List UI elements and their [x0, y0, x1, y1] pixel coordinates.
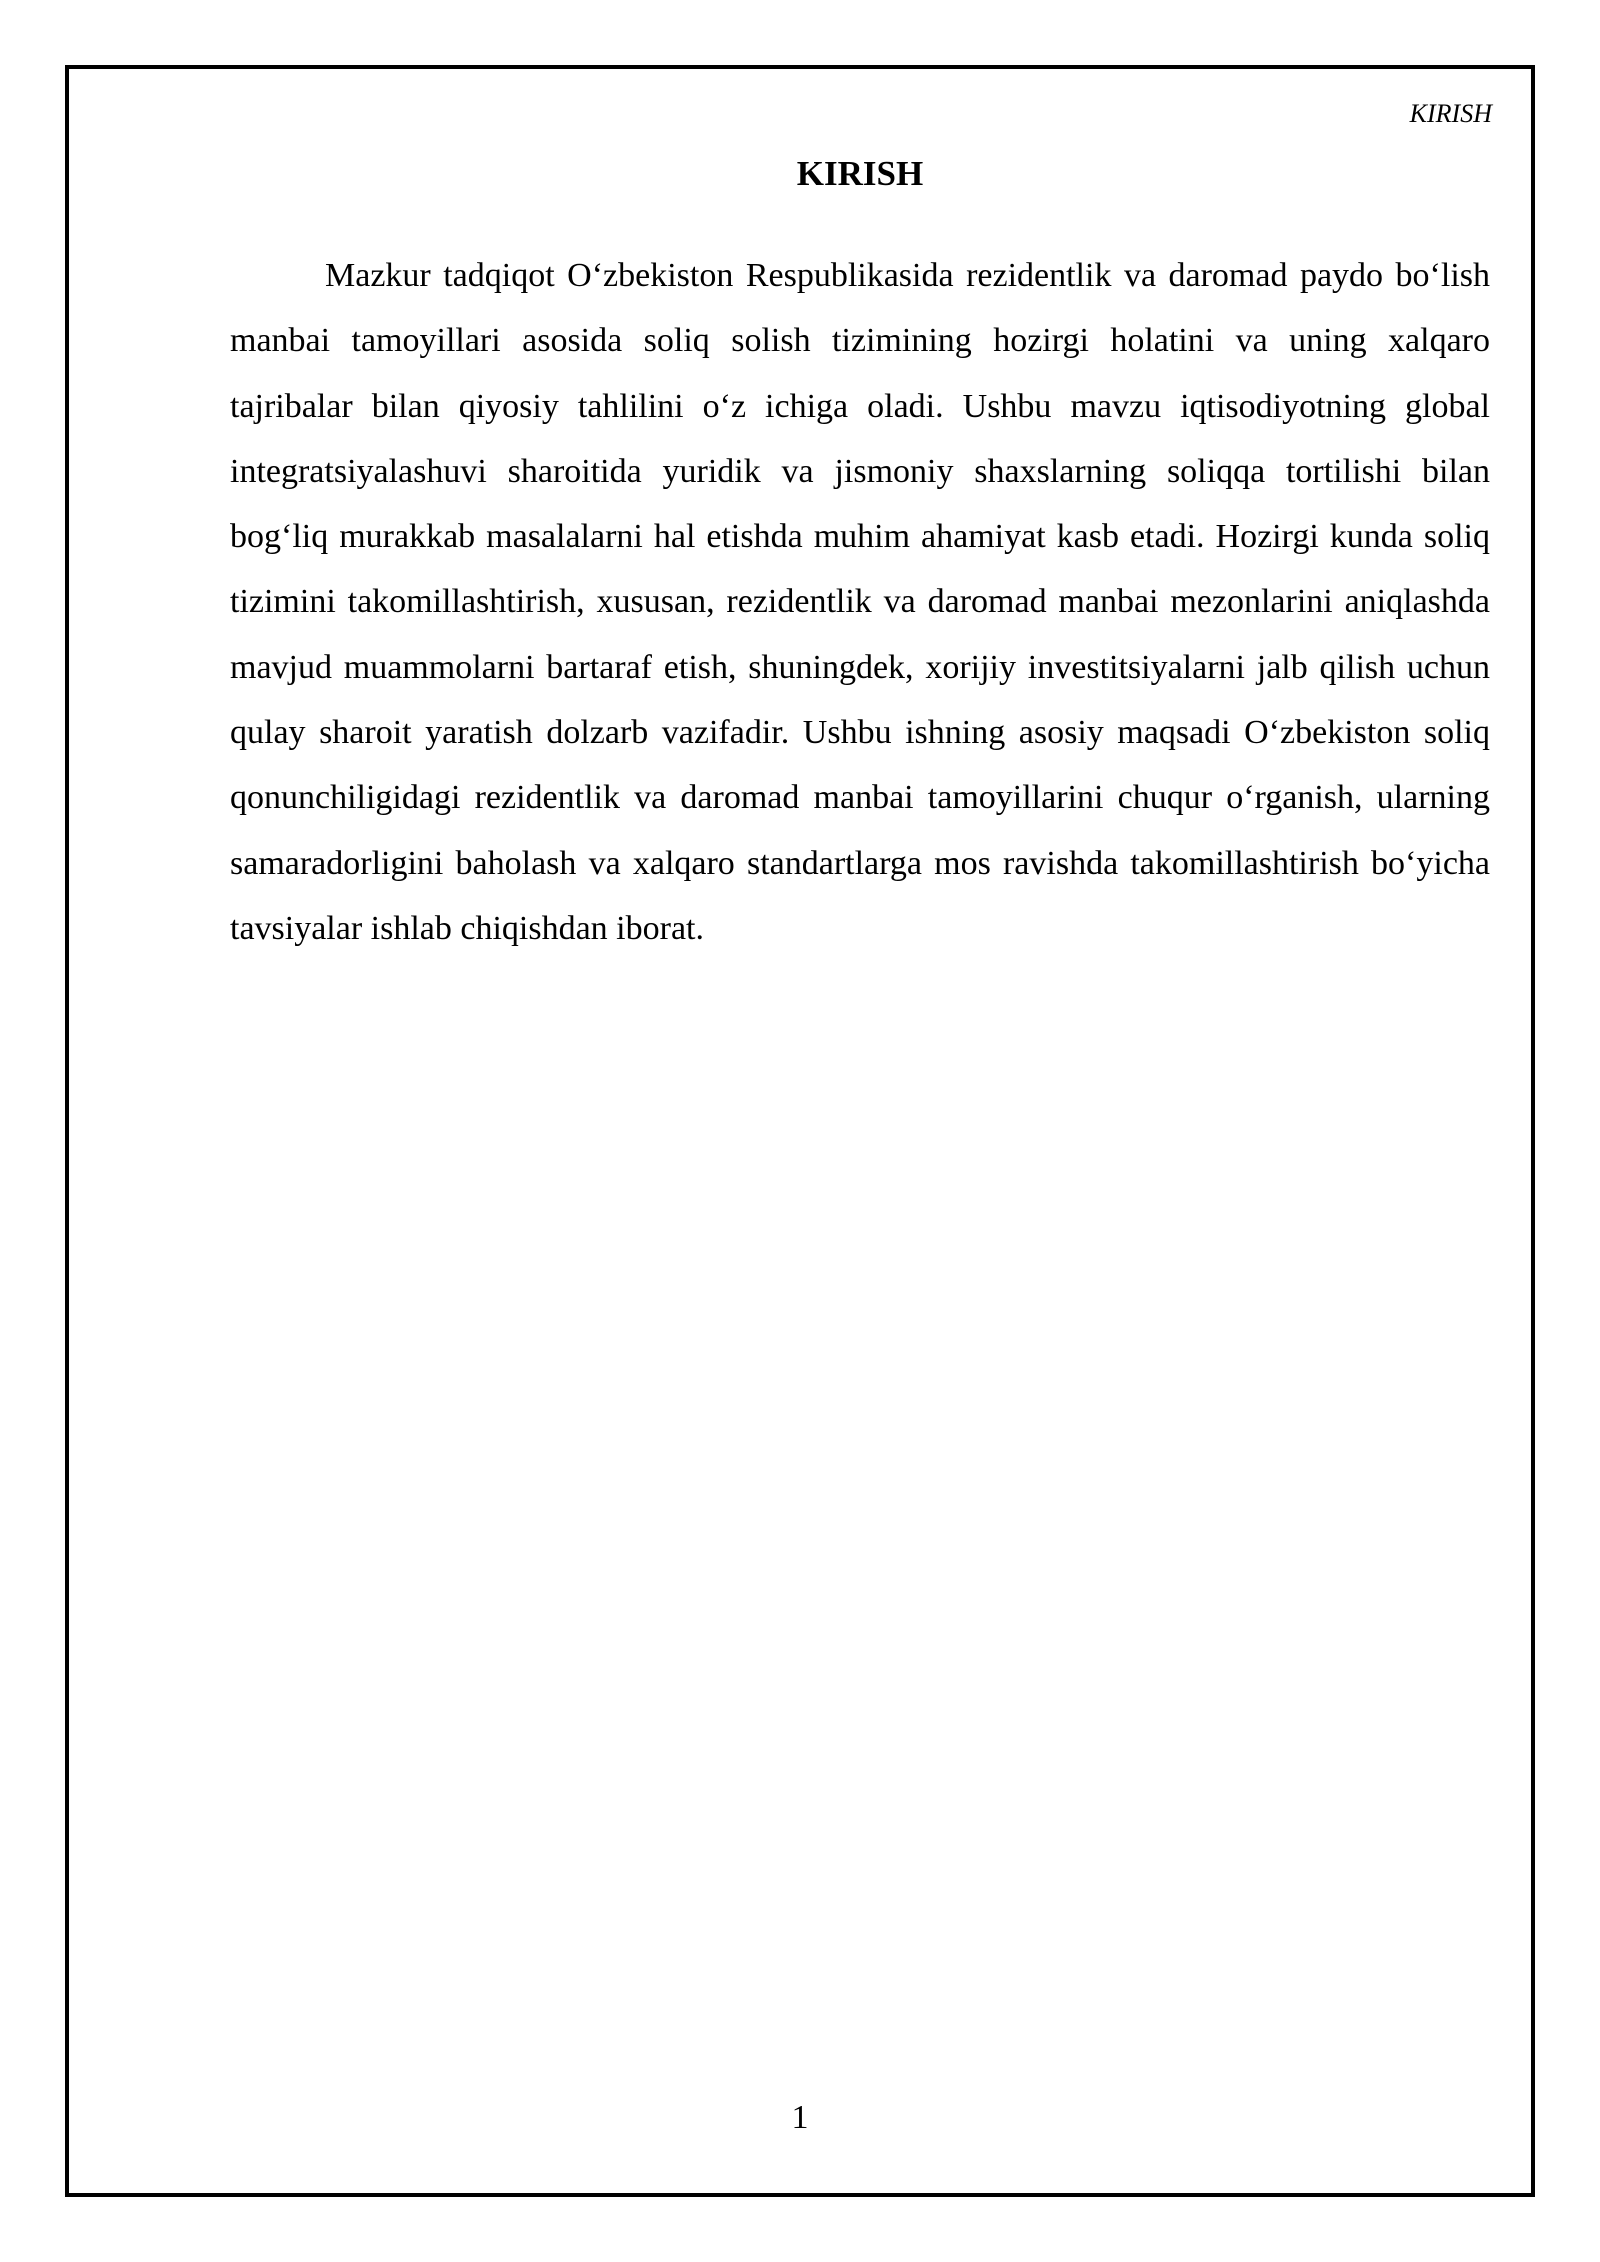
page-number: 1	[791, 2099, 809, 2136]
running-header: KIRISH	[1409, 99, 1492, 128]
body-paragraph: Mazkur tadqiqot O‘zbekiston Respublikasida rezidentlik va daromad paydo bo‘lish manbai tamoyillari asosida soliq solish tizimining hozirgi holatini va uning xalqaro tajribalar bilan qiyosiy tahlilini o‘z ichiga oladi. Ushbu mavzu iqtisodiyotning global integratsiyalashuvi sharoitida yuridik va jismoniy shaxslarning soliqqa tortilishi bilan bog‘liq murakkab masalalarni hal etishda muhim ahamiyat kasb etadi. Hozirgi kunda soliq tizimini takomillashtirish, xususan, rezidentlik va daromad manbai mezonlarini aniqlashda mavjud muammolarni bartaraf etish, shuningdek, xorijiy investitsiyalarni jalb qilish uchun qulay sharoit yaratish dolzarb vazifadir. Ushbu ishning asosiy maqsadi O‘zbekiston soliq qonunchiligidagi rezidentlik va daromad manbai tamoyillarini chuqur o‘rganish, ularning samaradorligini baholash va xalqaro standartlarga mos ravishda takomillashtirish bo‘yicha tavsiyalar ishlab chiqishdan iborat.	[230, 257, 1490, 947]
page-title: KIRISH	[796, 154, 924, 193]
